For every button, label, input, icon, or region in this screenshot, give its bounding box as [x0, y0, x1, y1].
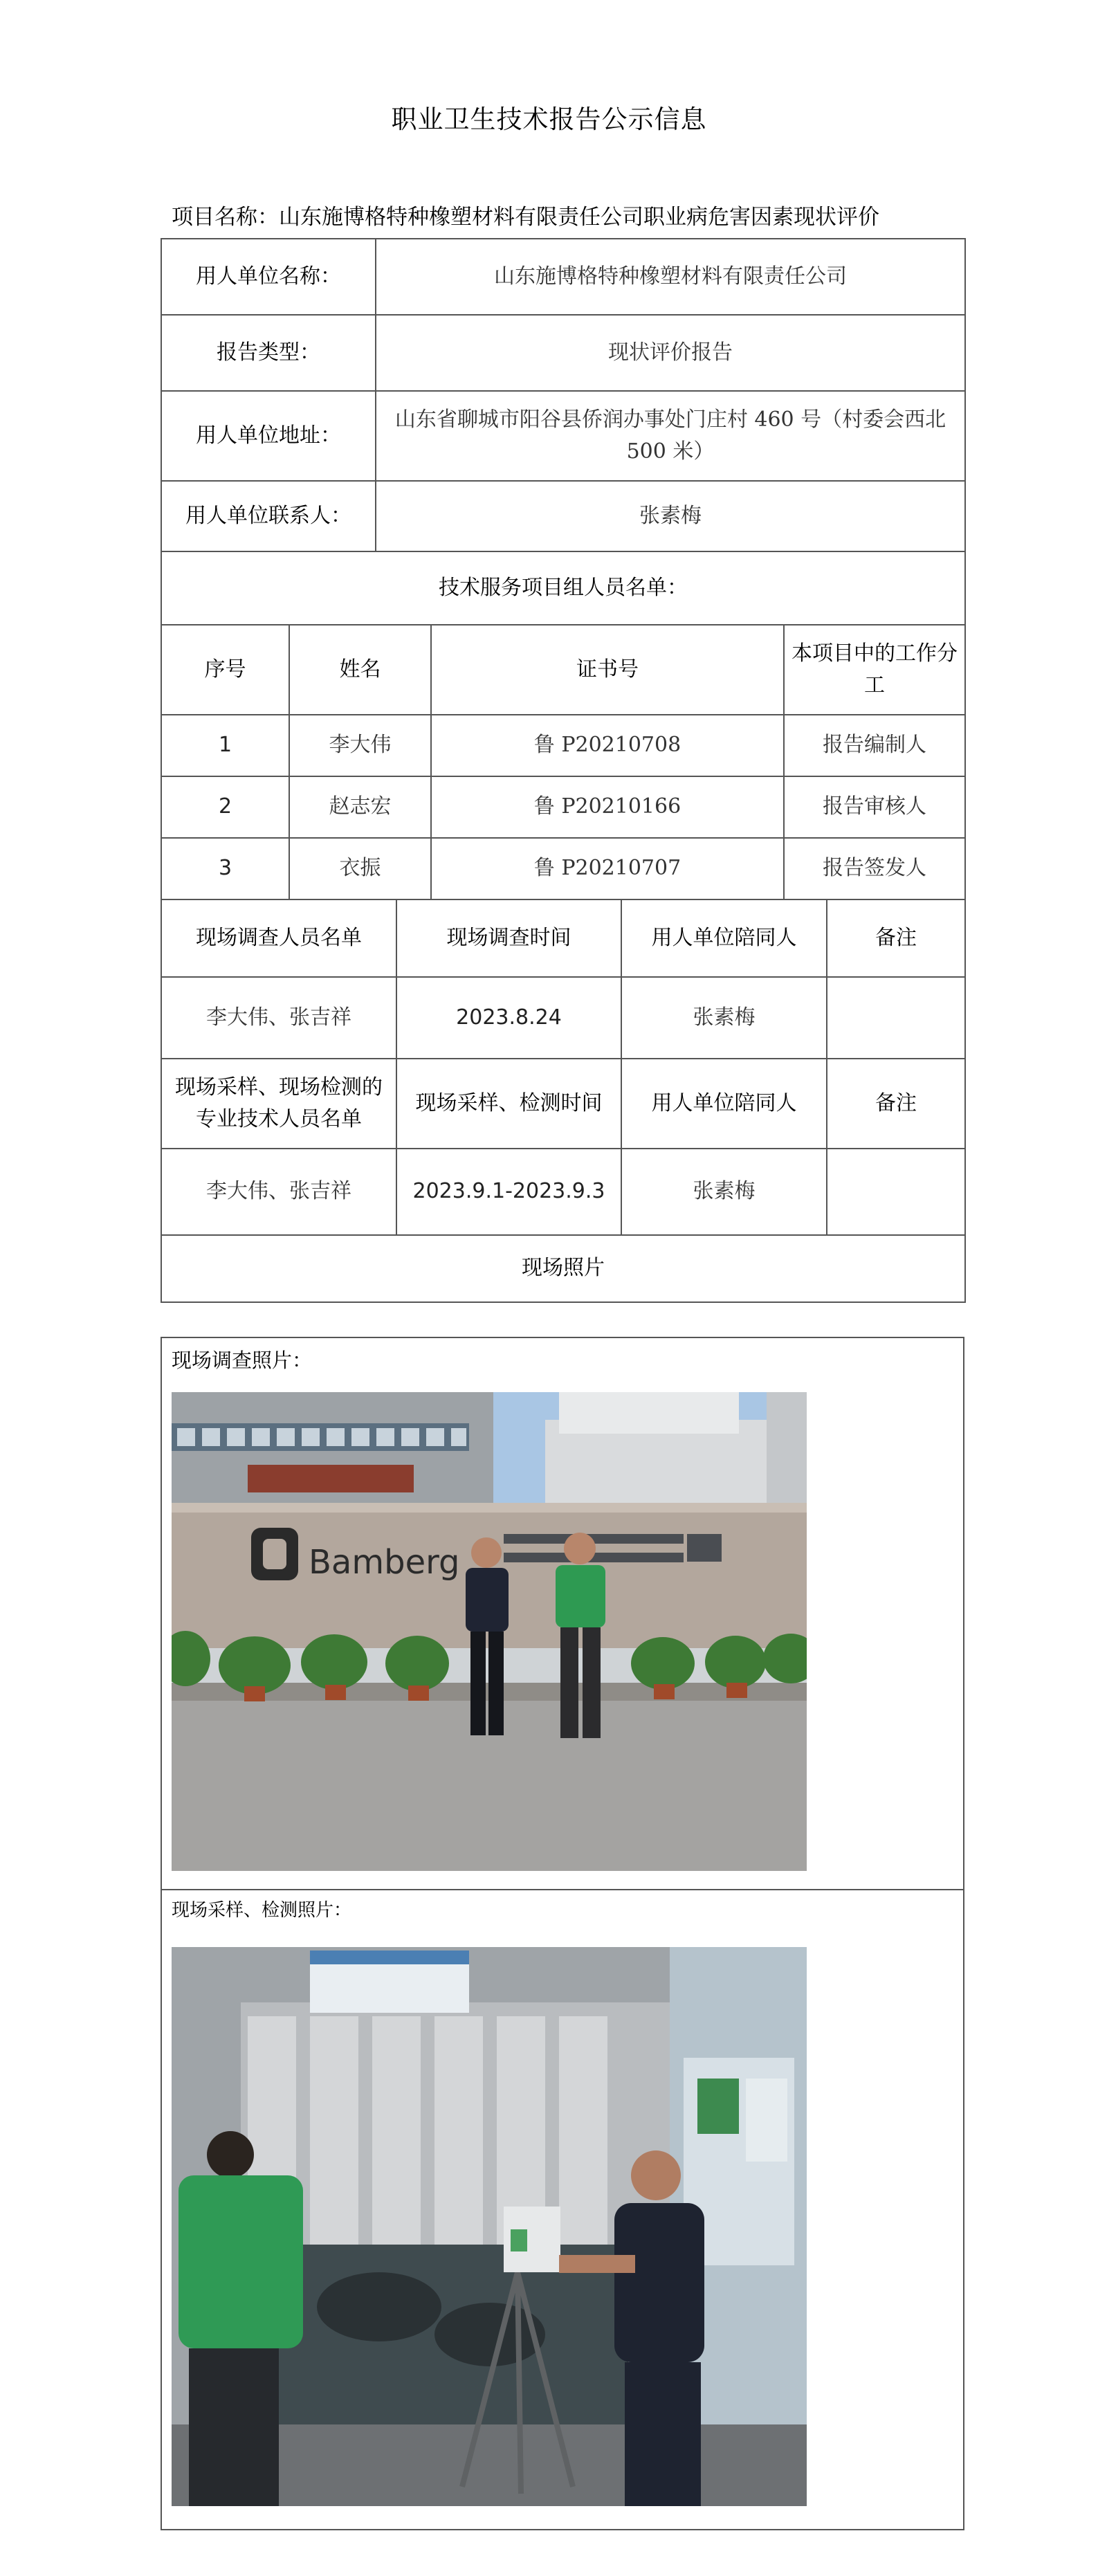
row-name: 李大伟 [289, 715, 431, 776]
project-line [172, 199, 879, 230]
col-survey-note: 备注 [827, 899, 965, 977]
row-role: 报告编制人 [784, 715, 965, 776]
survey-staff: 李大伟、张吉祥 [161, 977, 396, 1059]
employer-name-value: 山东施博格特种橡塑材料有限责任公司 [376, 239, 965, 315]
col-certificate: 证书号 [431, 625, 784, 715]
survey-photo-label: 现场调查照片： [172, 1349, 313, 1372]
photo-divider [162, 1889, 963, 1890]
contact-value: 张素梅 [376, 481, 965, 551]
sampling-photo-label: 现场采样、检测照片： [172, 1900, 352, 1921]
row-report-type [161, 315, 965, 391]
row-number: 2 [161, 776, 289, 838]
photo-section [161, 1337, 964, 2530]
address-value: 山东省聊城市阳谷县侨润办事处门庄村 460 号（村委会西北 500 米） [376, 391, 965, 481]
col-survey-staff: 现场调查人员名单 [161, 899, 396, 977]
team-heading-row [161, 551, 965, 625]
survey-table [161, 899, 966, 1303]
row-role: 报告签发人 [784, 838, 965, 899]
row-name: 赵志宏 [289, 776, 431, 838]
row-certificate: 鲁 P20210166 [431, 776, 784, 838]
row-certificate: 鲁 P20210708 [431, 715, 784, 776]
team-header-row [161, 625, 965, 715]
survey-row [161, 977, 965, 1059]
sampling-time: 2023.9.1-2023.9.3 [396, 1149, 621, 1235]
table-row [161, 715, 965, 776]
col-sampling-note: 备注 [827, 1059, 965, 1149]
table-row [161, 838, 965, 899]
sampling-photo [172, 1947, 807, 2506]
project-name: 山东施博格特种橡塑材料有限责任公司职业病危害因素现状评价 [279, 205, 879, 230]
team-heading: 技术服务项目组人员名单： [161, 551, 965, 625]
sampling-header-row [161, 1059, 965, 1149]
row-number: 3 [161, 838, 289, 899]
photos-heading-row [161, 1235, 965, 1302]
row-employer-name [161, 239, 965, 315]
survey-photo-image [172, 1392, 807, 1871]
address-label: 用人单位地址： [161, 391, 376, 481]
col-survey-companion: 用人单位陪同人 [621, 899, 827, 977]
employer-name-label: 用人单位名称： [161, 239, 376, 315]
employer-info-table [161, 238, 966, 552]
sampling-photo-image [172, 1947, 807, 2506]
report-type-value: 现状评价报告 [376, 315, 965, 391]
survey-time: 2023.8.24 [396, 977, 621, 1059]
col-sampling-time: 现场采样、检测时间 [396, 1059, 621, 1149]
survey-header-row [161, 899, 965, 977]
page-title: 职业卫生技术报告公示信息 [391, 104, 707, 134]
project-label: 项目名称： [172, 205, 279, 230]
team-table [161, 551, 966, 900]
col-role: 本项目中的工作分工 [784, 625, 965, 715]
report-type-label: 报告类型： [161, 315, 376, 391]
row-role: 报告审核人 [784, 776, 965, 838]
col-sampling-companion: 用人单位陪同人 [621, 1059, 827, 1149]
row-name: 衣振 [289, 838, 431, 899]
row-address [161, 391, 965, 481]
contact-label: 用人单位联系人： [161, 481, 376, 551]
sampling-companion: 张素梅 [621, 1149, 827, 1235]
row-certificate: 鲁 P20210707 [431, 838, 784, 899]
col-survey-time: 现场调查时间 [396, 899, 621, 977]
sign-brand-text: Bamberg [309, 1543, 460, 1582]
survey-companion: 张素梅 [621, 977, 827, 1059]
survey-note [827, 977, 965, 1059]
col-number: 序号 [161, 625, 289, 715]
photos-heading: 现场照片 [161, 1235, 965, 1302]
sampling-staff: 李大伟、张吉祥 [161, 1149, 396, 1235]
row-contact [161, 481, 965, 551]
table-row [161, 776, 965, 838]
survey-photo [172, 1392, 807, 1871]
row-number: 1 [161, 715, 289, 776]
col-sampling-staff: 现场采样、现场检测的专业技术人员名单 [161, 1059, 396, 1149]
sampling-row [161, 1149, 965, 1235]
sampling-note [827, 1149, 965, 1235]
col-name: 姓名 [289, 625, 431, 715]
